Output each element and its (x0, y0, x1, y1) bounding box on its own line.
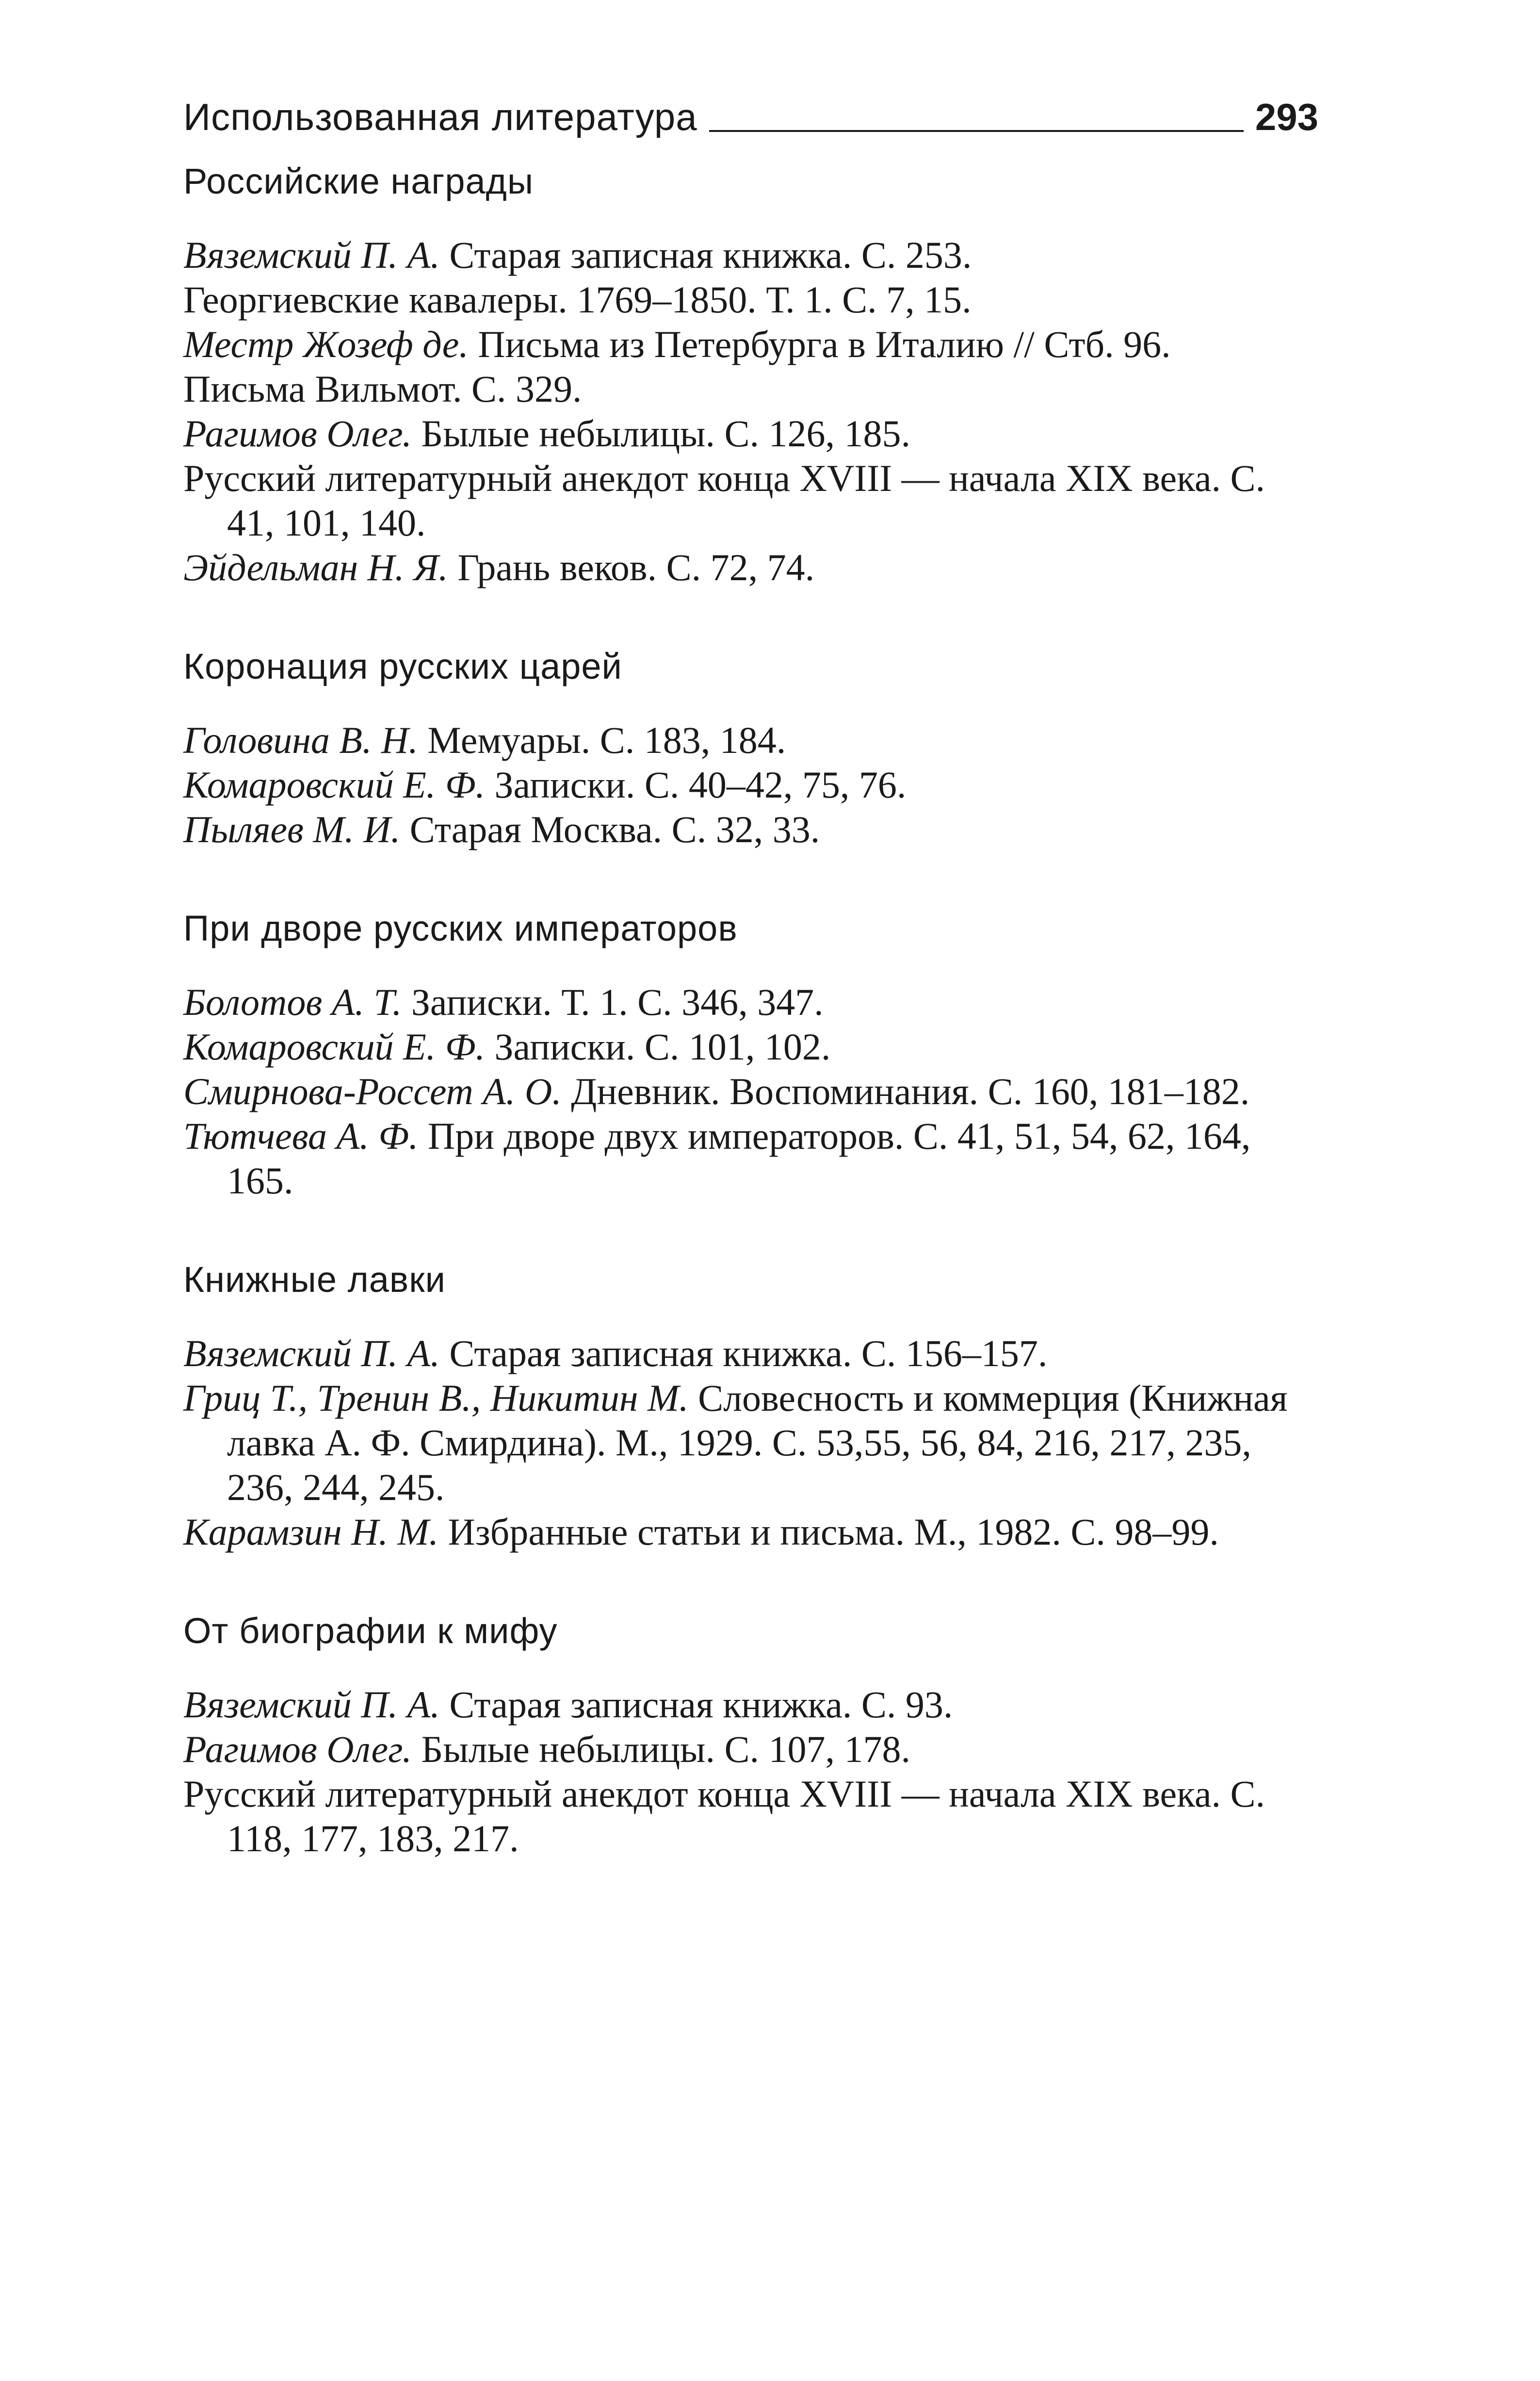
entry-text: Записки. Т. 1. С. 346, 347. (402, 981, 824, 1023)
bibliography-entry (183, 807, 1318, 852)
entry-author: Пыляев М. И. (183, 808, 401, 850)
entry-author: Эйдельман Н. Я. (183, 546, 448, 588)
bibliography-section (183, 642, 1318, 852)
entry-author: Рагимов Олег. (183, 412, 412, 455)
bibliography-entry (183, 763, 1318, 807)
bibliography-entry (183, 1510, 1318, 1554)
entry-text: Былые небылицы. С. 126, 185. (412, 412, 910, 455)
bibliography-entry (183, 233, 1318, 277)
entry-author: Комаровский Е. Ф. (183, 1026, 485, 1068)
entry-text: Былые небылицы. С. 107, 178. (412, 1728, 910, 1770)
entry-author: Комаровский Е. Ф. (183, 764, 485, 806)
entry-author: Вяземский П. А. (183, 234, 440, 276)
entry-text: Записки. С. 101, 102. (485, 1026, 831, 1068)
bibliography-entry (183, 1331, 1318, 1376)
entry-text: Избранные статьи и письма. М., 1982. С. 98–99. (438, 1511, 1219, 1553)
entry-text: Дневник. Воспоминания. С. 160, 181–182. (561, 1070, 1250, 1112)
entry-text: Старая Москва. С. 32, 33. (400, 808, 820, 850)
entry-text: Русский литературный анекдот конца XVIII — начала XIX века. С. 118, 177, 183, 217. (183, 1773, 1265, 1859)
entry-author: Рагимов Олег. (183, 1728, 412, 1770)
entry-text: Словесность и коммерция (Книжная лавка А. Ф. Смирдина). М., 1929. С. 53,55, 56, 84, 216, 217, 235, 236, 244, 245. (227, 1377, 1288, 1508)
entry-author: Болотов А. Т. (183, 981, 402, 1023)
bibliography-entry (183, 277, 1318, 322)
entry-text: Грань веков. С. 72, 74. (448, 546, 815, 588)
running-title: Использованная литература (183, 96, 697, 138)
header-rule (709, 130, 1244, 132)
entry-text: Письма Вильмот. С. 329. (183, 368, 582, 410)
entry-author: Вяземский П. А. (183, 1332, 440, 1374)
bibliography-entry (183, 718, 1318, 763)
book-page (183, 82, 1318, 1913)
entry-text: При дворе двух императоров. С. 41, 51, 54, 62, 164, 165. (227, 1115, 1251, 1202)
entry-author: Смирнова-Россет А. О. (183, 1070, 562, 1112)
bibliography-entry (183, 1376, 1318, 1510)
entry-text: Старая записная книжка. С. 253. (439, 234, 972, 276)
bibliography-entry (183, 980, 1318, 1025)
entry-text: Записки. С. 40–42, 75, 76. (485, 764, 907, 806)
entry-author: Головина В. Н. (183, 719, 418, 761)
bibliography-entry (183, 1772, 1318, 1861)
entry-author: Гриц Т., Тренин В., Никитин М. (183, 1377, 689, 1419)
entry-text: Русский литературный анекдот конца XVIII — начала XIX века. С. 41, 101, 140. (183, 457, 1265, 544)
bibliography-entry (183, 1025, 1318, 1069)
bibliography-entry (183, 1727, 1318, 1772)
section-title: При дворе русских императоров (183, 908, 738, 948)
entry-author: Тютчева А. Ф. (183, 1115, 419, 1157)
page-number: 293 (1255, 96, 1318, 138)
entry-text: Письма из Петербурга в Италию // Стб. 96. (468, 323, 1171, 365)
bibliography-section (183, 904, 1318, 1203)
running-header (183, 82, 1318, 136)
bibliography-section (183, 1607, 1318, 1861)
bibliography-entry (183, 322, 1318, 367)
bibliography-entry (183, 411, 1318, 456)
section-title: Коронация русских царей (183, 646, 622, 686)
bibliography-section (183, 1256, 1318, 1554)
bibliography-section (183, 157, 1318, 590)
bibliography-entry (183, 456, 1318, 545)
entry-text: Старая записная книжка. С. 156–157. (439, 1332, 1048, 1374)
bibliography-entry (183, 1069, 1318, 1114)
section-title: Книжные лавки (183, 1259, 446, 1300)
section-title: Российские награды (183, 161, 534, 201)
entry-text: Старая записная книжка. С. 93. (439, 1683, 953, 1726)
entry-author: Вяземский П. А. (183, 1683, 440, 1726)
entry-author: Карамзин Н. М. (183, 1511, 439, 1553)
entry-text: Георгиевские кавалеры. 1769–1850. Т. 1. С. 7, 15. (183, 278, 972, 321)
bibliography-entry (183, 545, 1318, 590)
bibliography-entry (183, 1114, 1318, 1203)
entry-text: Мемуары. С. 183, 184. (418, 719, 786, 761)
section-title: От биографии к мифу (183, 1611, 558, 1651)
entry-author: Местр Жозеф де. (183, 323, 469, 365)
bibliography-entry (183, 1682, 1318, 1727)
bibliography-entry (183, 367, 1318, 411)
